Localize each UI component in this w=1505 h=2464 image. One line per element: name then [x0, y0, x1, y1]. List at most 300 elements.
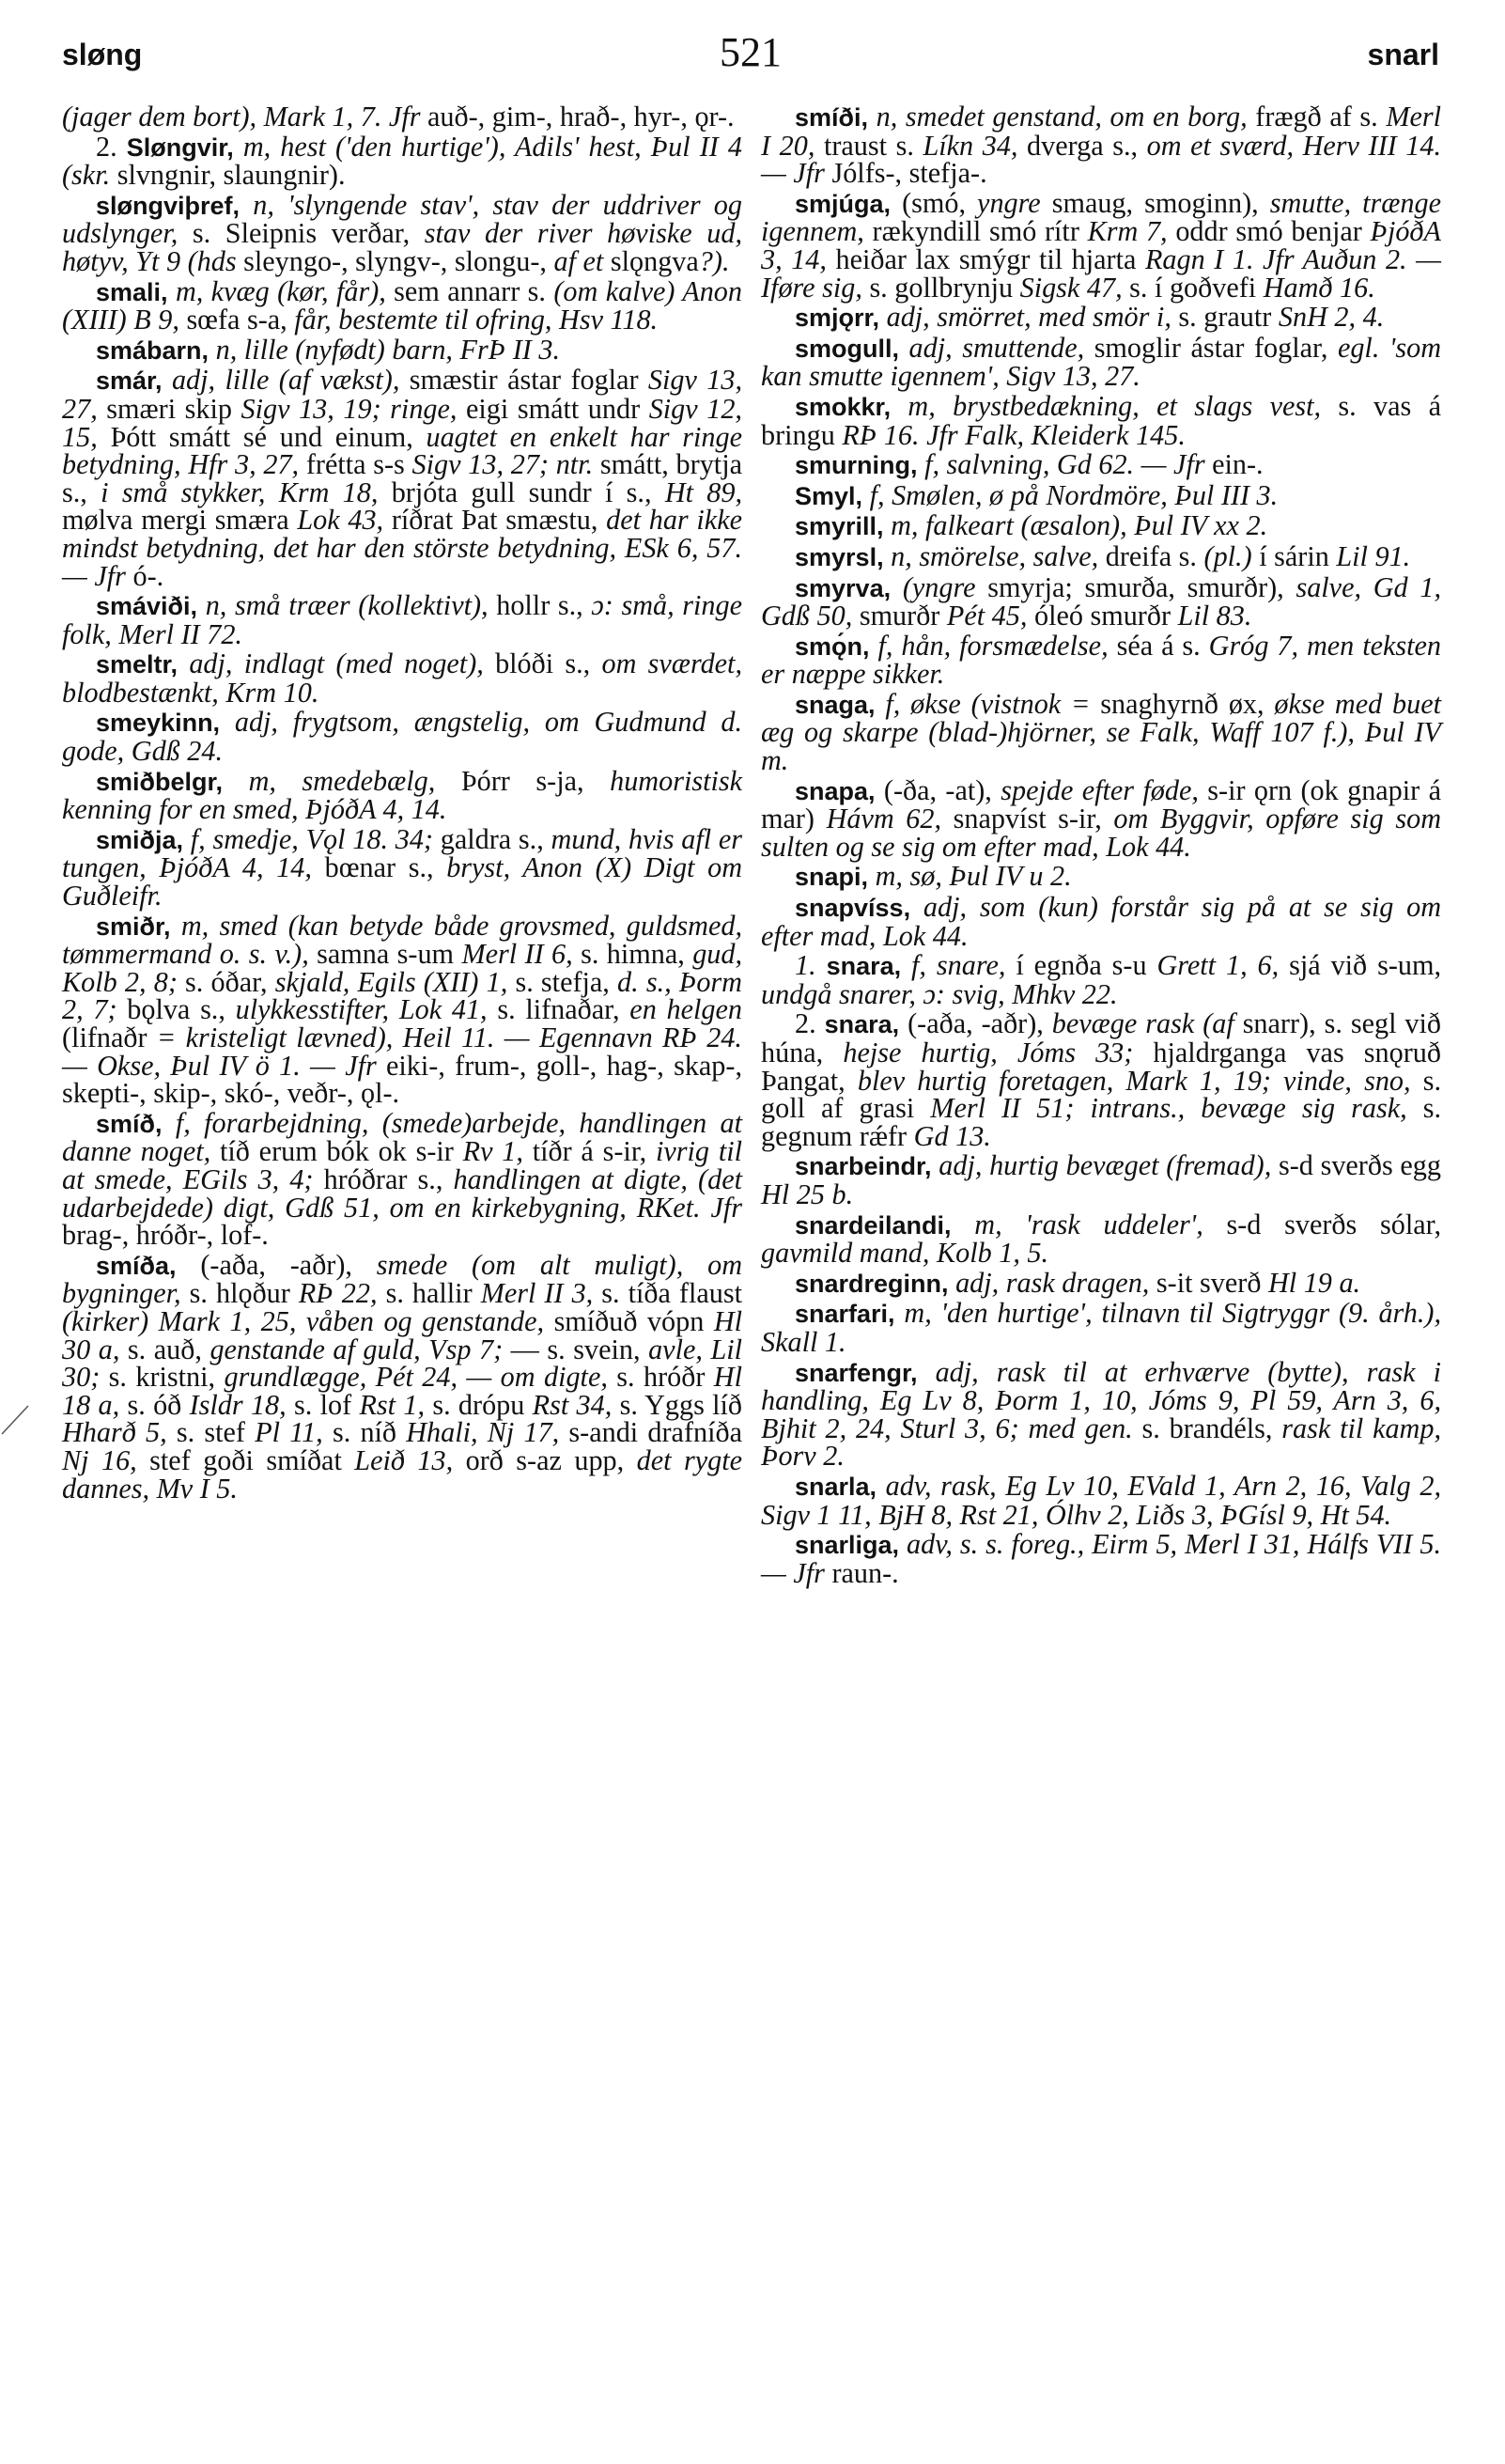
entry-text-italic: n, lille (nyfødt) barn, FrÞ II 3. [215, 333, 560, 366]
entry-text-italic: Hl 18 a, [62, 1361, 742, 1421]
entry-text: s. kristni, [100, 1361, 225, 1394]
dictionary-entry [62, 706, 743, 768]
entry-text-italic: m, falkeart (æsalon), Þul IV xx 2. [891, 509, 1268, 542]
headword: smǫ́n, [795, 632, 870, 661]
entry-text-italic: Sigv 12, 15, [62, 392, 742, 453]
entry-text: smyrja; smurða, smurðr), [975, 570, 1296, 603]
headword: smyrva, [795, 573, 892, 602]
entry-text: ein-. [1204, 448, 1264, 481]
left-column [62, 103, 742, 1505]
entry-text-italic: Ht 89, [664, 476, 743, 508]
dictionary-entry [62, 103, 742, 132]
entry-text: s. gollbrynju [861, 271, 1020, 304]
entry-text-italic: SnH 2, 4. [1278, 301, 1385, 334]
headword: snarfengr, [795, 1358, 918, 1387]
dictionary-entry [62, 130, 743, 192]
entry-text: s. brandéls, [1132, 1411, 1282, 1444]
entry-text-italic: RÞ 16. Jfr Falk, Kleiderk 145. [842, 418, 1186, 451]
entry-text-italic: om Byggvir, opføre sig som sulten og se sig om efter mad, Lok 44. [761, 803, 1442, 863]
entry-text-italic: Isldr 18, [189, 1388, 287, 1421]
entry-text: s. drópu [425, 1388, 533, 1421]
headword: snardreginn, [795, 1269, 949, 1298]
entry-text: oddr smó benjar [1167, 215, 1371, 248]
headword: smáviði, [96, 592, 198, 621]
entry-text: frétta s-s [299, 448, 412, 481]
entry-text-italic: Sigv 13, 27; ntr. [411, 448, 594, 481]
dictionary-entry [62, 764, 742, 826]
entry-text [223, 765, 249, 797]
entry-text-italic: humoristisk kenning for en smed, ÞjóðA 4, 14. [62, 764, 742, 826]
entry-text: sœfa s-a, [178, 304, 295, 336]
entry-text: í egnða s-u [1005, 949, 1157, 982]
entry-text-italic: m, 'rask uddeler', [974, 1208, 1203, 1240]
entry-text-italic: Gd 13. [913, 1119, 991, 1152]
entry-text-italic: yngre [977, 186, 1041, 219]
headword: smíð, [96, 1109, 163, 1138]
dictionary-entry [62, 366, 742, 590]
entry-text-italic: f, snare, [911, 949, 1006, 982]
entry-text [899, 332, 909, 364]
entry-text [171, 910, 181, 942]
entry-text: s. stefja, [507, 965, 618, 998]
dictionary-entry [761, 1297, 1442, 1358]
headword: smíði, [795, 103, 869, 132]
entry-text-italic: ÞjóðA 3, 14, [761, 215, 1441, 275]
entry-text: s. gegnum rǽfr [761, 1092, 1442, 1152]
entry-text-italic: ɔ: små, ringe folk, Merl II 72. [62, 589, 742, 650]
entry-text: hróðrar s., [313, 1162, 454, 1195]
entry-text: séa á s. [1108, 629, 1209, 662]
entry-text [178, 647, 189, 679]
headword: smali, [96, 277, 168, 306]
entry-text-italic: Líkn 34, [923, 129, 1018, 162]
headword: sløngviþref, [96, 191, 240, 220]
dictionary-entry [62, 1248, 743, 1505]
entry-text-italic: f, økse (vistnok = [885, 687, 1091, 720]
entry-text: Þótt smátt sé und einum, [97, 420, 427, 453]
entry-text-italic: m, 'den hurtige', tilnavn til Sigtryggr (9. årh.), Skall 1. [761, 1297, 1442, 1358]
entry-text: í sárin [1251, 539, 1337, 572]
entry-text-italic: adj, smuttende, [908, 331, 1085, 364]
entry-text [879, 301, 887, 333]
entry-text-italic: om sværdet, blodbestænkt, Krm 10. [62, 647, 742, 709]
entry-text: (-aða, -aðr), [176, 1248, 377, 1281]
entry-text-italic: n, smedet genstand, om en borg, [876, 101, 1248, 133]
entry-text: s. auð, [119, 1333, 210, 1365]
entry-text [895, 1297, 905, 1329]
entry-text-italic: smede (om alt muligt), om bygninger, [62, 1248, 742, 1310]
entry-text-italic: Leið 13, [354, 1443, 454, 1476]
entry-text: s. lof [286, 1388, 360, 1421]
dictionary-entry [62, 589, 742, 650]
headword: smjǫrr, [795, 304, 880, 333]
entry-text-italic: gud, Kolb 2, 8; [62, 938, 743, 998]
entry-text: s. níð [322, 1416, 407, 1449]
entry-text-italic: f, hån, forsmædelse, [877, 629, 1109, 662]
entry-text-italic: f, salvning, Gd 62. — Jfr [924, 448, 1205, 481]
entry-text: frægð af s. [1247, 101, 1387, 133]
entry-text-italic: uagtet en enkelt har ringe betydning, Hfr 3, 27, [62, 420, 742, 481]
entry-text-italic: Gróg 7, men teksten er næppe sikker. [761, 629, 1442, 691]
entry-text-italic: n, smörelse, salve, [891, 539, 1099, 572]
dictionary-entry [761, 687, 1442, 777]
headword: smiðbelgr, [96, 767, 224, 796]
margin-pencil-mark [0, 1400, 32, 1438]
entry-text: sleyngo-, slyngv-, slongu-, [236, 244, 554, 277]
dictionary-entry [761, 1355, 1442, 1473]
dictionary-entry [761, 860, 1441, 893]
headword: snarla, [795, 1472, 877, 1501]
entry-text-italic: d. s., Þorm 2, 7; [62, 965, 742, 1026]
entry-text: s. grautr [1171, 301, 1279, 334]
entry-text-italic: undgå snarer, ɔ: svig, Mhkv 22. [761, 977, 1118, 1010]
entry-text: slǫngva [603, 244, 699, 277]
entry-text-italic: f, smedje, Vǫl 18. 34; [190, 822, 433, 855]
entry-text-italic: bryst, Anon (X) Digt om Guðleifr. [62, 851, 742, 912]
entry-text-italic: Nj 16, [62, 1443, 137, 1476]
entry-text: s. í goðvefi [1122, 271, 1264, 304]
entry-text-italic: Merl II 3, [480, 1277, 594, 1310]
entry-text: dverga s., [1017, 129, 1147, 162]
entry-text-italic: m, smedebælg, [248, 764, 436, 797]
entry-text-italic: (om kalve) Anon (XIII) B 9, [62, 274, 742, 336]
entry-text [234, 131, 243, 163]
entry-text-italic: Lil 91. [1336, 539, 1411, 572]
dictionary-entry [62, 274, 742, 336]
entry-text: snaghyrnð øx, [1090, 687, 1275, 720]
entry-text: s. hróðr [607, 1361, 714, 1394]
entry-text-italic: n, små træer (kollektivt), [205, 589, 489, 622]
entry-text-italic: avle, Lil 30; [62, 1333, 743, 1394]
entry-text-italic: adj, hurtig bevæget (fremad), [939, 1149, 1272, 1182]
entry-text: stef goði smíðat [136, 1443, 355, 1476]
headword: snarliga, [795, 1531, 900, 1560]
entry-text-italic: spejde efter føde, [1001, 773, 1199, 806]
entry-text: (smó, [891, 186, 978, 219]
entry-text-italic: f, Smølen, ø på Nordmöre, Þul III 3. [869, 478, 1279, 511]
headword: snapa, [795, 776, 876, 805]
entry-text: eiki-, frum-, goll-, hag-, skap-, skepti-, skip-, skó-, veðr-, ǫl-. [62, 1049, 742, 1110]
entry-text: samna s-um [308, 938, 462, 971]
entry-text-italic: Hhali, Nj 17, [406, 1416, 560, 1449]
entry-text-italic: m, kvæg (kør, får), [175, 274, 386, 307]
entry-text: s. hlǫður [180, 1277, 299, 1310]
entry-text-italic: Krm 7, [1087, 215, 1168, 248]
dictionary-entry [761, 1208, 1441, 1270]
dictionary-entry [761, 103, 1441, 188]
entry-text-italic: Lok 43, [297, 504, 384, 537]
headword: smíða, [96, 1251, 177, 1280]
entry-text: galdra s., [432, 822, 551, 855]
entry-text: sem annarr s. [385, 274, 554, 307]
headword: snarfari, [795, 1300, 895, 1329]
entry-text-italic: Pét 45, [946, 600, 1028, 632]
entry-text [952, 1209, 975, 1240]
page-header [62, 28, 1439, 81]
dictionary-entry [761, 1149, 1441, 1210]
entry-text [884, 509, 892, 541]
entry-text-italic: får, bestemte til ofring, Hsv 118. [294, 304, 659, 336]
entry-text [891, 571, 903, 603]
entry-text [209, 334, 216, 366]
entry-text [220, 706, 235, 738]
headword: smár, [96, 366, 163, 396]
entry-text-italic: ivrig til at smede, EGils 3, 4; [62, 1135, 742, 1195]
entry-text [163, 1107, 176, 1139]
headword: smeykinn, [96, 709, 221, 738]
entry-text: raun-. [824, 1556, 899, 1589]
headword: smyrsl, [795, 542, 884, 571]
entry-text: (-aða, -aðr), [899, 1007, 1052, 1040]
entry-text: s. stef [166, 1416, 256, 1449]
entry-text-italic: adj, indlagt (med noget), [189, 647, 484, 680]
entry-text-italic: grundlægge, Pét 24, — om digte, [224, 1361, 608, 1394]
entry-text-italic: om et sværd, Herv III 14. — Jfr [761, 129, 1441, 190]
entry-text: brag-, hróðr-, lof-. [62, 1219, 269, 1252]
entry-text: blóði s., [483, 647, 602, 680]
entry-text-italic: Rst 34, [532, 1388, 613, 1421]
entry-text [899, 1528, 907, 1560]
entry-text: (lifnaðr [62, 1021, 157, 1053]
dictionary-entry [761, 570, 1441, 632]
entry-text-italic: RÞ 22, [298, 1277, 378, 1310]
headword: smokkr, [795, 392, 892, 421]
entry-text-italic: økse med buet æg og skarpe (blad-)hjörner, se Falk, Waff 107 f.), Þul IV m. [761, 687, 1442, 777]
entry-text: brjóta gull sundr í s., [378, 476, 665, 508]
entry-text [910, 891, 923, 923]
entry-text [891, 390, 908, 422]
page-number: 521 [720, 29, 782, 75]
right-column [761, 103, 1441, 1589]
dictionary-entry [761, 1266, 1441, 1299]
entry-text: eigi smátt undr [457, 392, 649, 425]
entry-text: smurðr [852, 600, 947, 632]
entry-text-italic: egl. 'som kan smutte igennem', Sigv 13, 27. [761, 331, 1441, 393]
entry-text: heiðar lax smýgr til hjarta [826, 242, 1145, 275]
entry-text: smoglir ástar foglar, [1084, 331, 1338, 364]
entry-text-italic: Hamð 16. [1263, 271, 1375, 304]
entry-text-italic: Merl I 20, [761, 101, 1441, 162]
entry-text: s-ir ǫrn (ok gnapir á mar) [761, 773, 1441, 835]
entry-text-italic: 1. [795, 949, 816, 982]
entry-text-italic: af et [553, 244, 604, 277]
entry-text: auð-, gim-, hrað-, hyr-, ǫr-. [420, 101, 735, 133]
entry-text: orð s-az upp, [453, 1443, 637, 1476]
dictionary-entry [761, 389, 1441, 451]
entry-text [163, 364, 172, 396]
headword: snapvíss, [795, 894, 911, 923]
entry-text: traust s. [815, 129, 923, 162]
dictionary-entry [62, 1106, 743, 1252]
entry-text [877, 1470, 886, 1502]
headword: smogull, [795, 334, 900, 363]
entry-text: s. tíða flaust [593, 1277, 742, 1310]
dictionary-entry [62, 647, 742, 709]
entry-text-italic: adj, frygtsom, ængstelig, om Gudmund d. gode, Gdß 24. [62, 706, 743, 768]
entry-text: óleó smurðr [1027, 600, 1178, 632]
entry-text-italic: Hávm 62, [826, 803, 942, 835]
entry-text-italic: Sigv 13, 19; ringe, [240, 392, 458, 425]
entry-text: s-d sverðs egg [1271, 1149, 1441, 1182]
entry-text [876, 688, 886, 720]
entry-text: — s. svein, [503, 1333, 649, 1365]
entry-text [168, 275, 176, 307]
dictionary-entry [761, 478, 1441, 511]
entry-text-italic: m, brystbedækning, et slags vest, [908, 389, 1322, 422]
headword: smeltr, [96, 650, 178, 679]
entry-text-italic: adj, rask til at erhværve (bytte), rask i handling, Eg Lv 8, Þorm 1, 10, Jóms 9, Pl 59, Arn 3, 6, Bjhit 2, 24, Sturl 3, 6; med gen. [761, 1355, 1442, 1444]
entry-text-italic: i små stykker, Krm 18, [101, 476, 379, 508]
entry-text: snapvíst s-ir, [941, 803, 1114, 835]
headword: smjúga, [795, 189, 892, 218]
entry-text: s-it sverð [1149, 1266, 1268, 1299]
entry-text-italic: ulykkesstifter, Lok 41, [235, 993, 488, 1026]
entry-text-italic: Sigsk 47, [1019, 271, 1123, 304]
headword: snaga, [795, 690, 876, 719]
entry-text [918, 1356, 936, 1388]
entry-text-italic: (pl.) [1203, 539, 1252, 572]
entry-text [240, 189, 253, 221]
entry-text-italic: hejse hurtig, Jóms 33; [843, 1037, 1134, 1068]
dictionary-entry [761, 629, 1442, 691]
entry-text-italic: Grett 1, 6, [1156, 949, 1280, 982]
entry-text: s-andi drafníða [559, 1416, 742, 1449]
entry-text: s. vas á bringu [761, 389, 1441, 451]
dictionary-entry [761, 773, 1442, 863]
entry-text [868, 860, 876, 892]
entry-text: 2. [96, 130, 127, 163]
entry-text-italic: adv, rask, Eg Lv 10, EVald 1, Arn 2, 16, Valg 2, Sigv 1 11, BjH 8, Rst 21, Ólhv 2, Liðs 3, ÞGísl 9, Ht 54. [761, 1469, 1441, 1531]
entry-text-italic: gavmild mand, Kolb 1, 5. [761, 1237, 1049, 1270]
entry-text [949, 1267, 956, 1299]
entry-text: tíðr á s-ir, [522, 1135, 657, 1168]
entry-text: bǫlva s., [116, 993, 236, 1026]
entry-text-italic: (jager dem bort), Mark 1, 7. Jfr [62, 101, 421, 133]
entry-text: s. lifnaðar, [487, 993, 630, 1026]
entry-text: tíð erum bók ok s-ir [210, 1135, 463, 1168]
headword: smiðr, [96, 912, 171, 941]
entry-text-italic: Merl II 51; intrans., bevæge sig rask, [930, 1092, 1407, 1125]
dictionary-entry [761, 301, 1441, 334]
entry-text: rækyndill smó rítr [863, 215, 1088, 248]
entry-text-italic: m, smed (kan betyde både grovsmed, guldsmed, tømmermand o. s. v.), [62, 909, 742, 971]
entry-text: hollr s., [488, 589, 592, 622]
entry-text: smíðuð vópn [544, 1304, 714, 1337]
entry-text [183, 823, 191, 855]
headword-name: Smyl, [795, 481, 863, 510]
dictionary-entry [62, 333, 742, 366]
entry-text: s. óðar, [177, 965, 275, 998]
headword: smiðja, [96, 825, 184, 854]
entry-text-italic: Hl 19 a. [1267, 1266, 1361, 1299]
entry-text-italic: (kirker) Mark 1, 25, våben og genstande, [62, 1304, 545, 1337]
entry-text: Þórr s-ja, [435, 764, 611, 797]
entry-text-italic: adj, rask dragen, [955, 1266, 1150, 1299]
entry-text: 2. [795, 1007, 825, 1040]
entry-text [868, 101, 877, 133]
entry-text: s. óð [119, 1388, 190, 1421]
entry-text: s. hallir [377, 1277, 481, 1310]
dictionary-entry [761, 448, 1441, 481]
headword-name: Sløngvir, [126, 133, 234, 162]
entry-text: sjá við s-um, [1279, 949, 1441, 982]
entry-text: hjaldrganga vas snǫruð Þangat, [761, 1037, 1441, 1097]
entry-text [918, 448, 925, 480]
entry-text: snarr), s. segl við húna, [761, 1007, 1441, 1068]
dictionary-entry [761, 509, 1441, 542]
dictionary-entry [761, 331, 1441, 393]
entry-text: ó-. [125, 559, 164, 592]
entry-text [901, 949, 911, 981]
entry-text: s. himna, [572, 938, 693, 971]
headword: snara, [824, 1010, 900, 1039]
header-left-guideword: sløng [62, 38, 143, 71]
dictionary-entry [761, 949, 1441, 1010]
dictionary-entry [761, 1007, 1442, 1152]
entry-text: ríðrat Þat smæstu, [383, 504, 607, 537]
entry-text-italic: genstande af guld, Vsp 7; [209, 1333, 504, 1365]
entry-text: (-ða, -at), [875, 773, 1001, 806]
entry-text: slvngnir, slaungnir). [110, 159, 346, 192]
entry-text-italic: n, 'slyngende stav', stav der uddriver og udslynger, [62, 188, 742, 250]
headword: smyrill, [795, 512, 884, 541]
entry-text: smátt, brytja s., [62, 448, 742, 508]
entry-text [884, 540, 892, 572]
entry-text: mølva mergi smæra [62, 504, 298, 537]
headword: snarbeindr, [795, 1152, 932, 1181]
entry-text-italic: Sigv 13, 27, [62, 364, 742, 425]
entry-text-italic: = kristeligt lævned), Heil 11. — Egennavn RÞ 24. — Okse, Þul IV ö 1. — Jfr [62, 1021, 742, 1082]
dictionary-entry [761, 539, 1441, 572]
entry-text-italic: m, sø, Þul IV u 2. [875, 860, 1072, 893]
entry-text-italic: bevæge rask (af [1051, 1007, 1234, 1040]
dictionary-entry [62, 822, 742, 912]
entry-text: dreifa s. [1098, 539, 1204, 572]
entry-text-italic: m, hest ('den hurtige'), Adils' hest, Þul II 4 (skr. [62, 130, 743, 192]
entry-text-italic: salve, Gd 1, Gdß 50, [761, 570, 1441, 632]
entry-text-italic: Hharð 5, [62, 1416, 167, 1449]
entry-text: smæri skip [97, 392, 241, 425]
entry-text [862, 479, 870, 511]
entry-text-italic: en helgen [629, 993, 742, 1026]
headword: snapi, [795, 863, 869, 892]
entry-text-italic: rask til kamp, Þorv 2. [761, 1411, 1441, 1473]
entry-text-italic: blev hurtig foretagen, Mark 1, 19; vinde, sno, [857, 1064, 1411, 1097]
dictionary-entry [62, 188, 742, 277]
headword: smábarn, [96, 335, 209, 365]
headword: smurning, [795, 451, 918, 480]
entry-text-italic: adj, smörret, med smör i, [886, 301, 1171, 334]
entry-text-italic: skjald, Egils (XII) 1, [274, 965, 508, 998]
headword: snara, [826, 952, 902, 981]
entry-text-italic: det rygte dannes, Mv I 5. [62, 1443, 743, 1505]
entry-text: smæstir ástar foglar [399, 364, 648, 397]
dictionary-entry [761, 186, 1442, 304]
entry-text-italic: f, forarbejdning, (smede)arbejde, handlingen at danne noget, [62, 1106, 743, 1168]
entry-text: smaug, smoginn), [1040, 186, 1270, 219]
entry-text: s. goll af grasi [761, 1064, 1441, 1125]
entry-text-italic: adj, lille (af vækst), [171, 364, 400, 397]
entry-text-italic: stav der river høviske ud, høtyv, Yt 9 (hds [62, 217, 742, 277]
header-right-guideword: snarl [1367, 38, 1439, 71]
entry-text-italic: Rst 1, [359, 1388, 425, 1421]
entry-text-italic: Merl II 6, [461, 938, 573, 971]
entry-text: Jólfs-, stefja-. [824, 157, 987, 190]
dictionary-entry [761, 1528, 1442, 1589]
entry-text-italic: adv, s. s. foreg., Eirm 5, Merl I 31, Hálfs VII 5. — Jfr [761, 1528, 1442, 1589]
entry-text-italic: Hl 30 a, [62, 1304, 742, 1365]
entry-text-italic: Lil 83. [1177, 600, 1252, 632]
